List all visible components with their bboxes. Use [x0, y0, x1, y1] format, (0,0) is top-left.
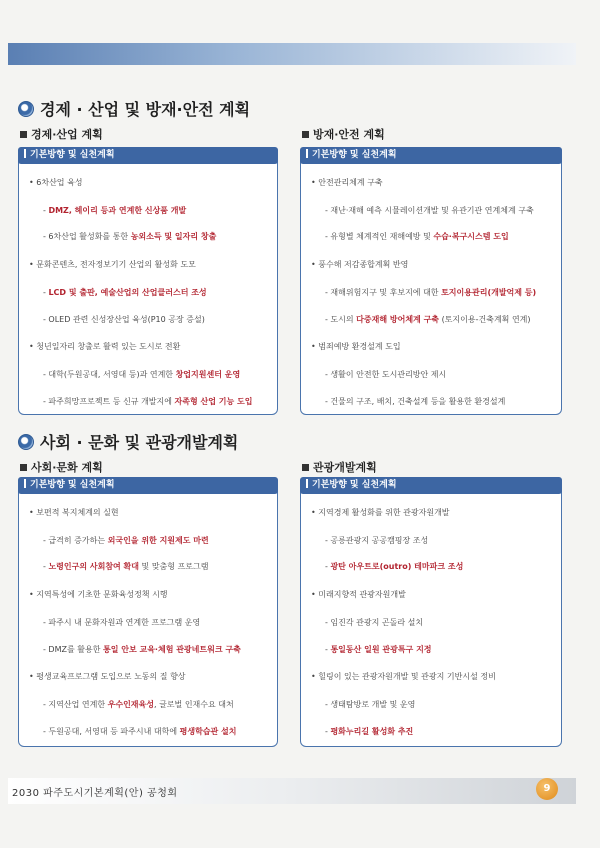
- item-text: - OLED 관련 신성장산업 육성(P10 공장 증설): [43, 315, 205, 324]
- item-text: • 지역경제 활성화를 위한 관광자원개발: [311, 508, 450, 517]
- highlight-text: 광탄 아우트로(outro) 테마파크 조성: [330, 562, 464, 571]
- box-header-text: 기본방향 및 실천계획: [30, 150, 115, 160]
- plan-box-safety: [300, 147, 562, 415]
- item-text: - 재해위험지구 및 후보지에 대한: [325, 288, 442, 297]
- square-bullet-icon: [20, 131, 27, 138]
- plan-box-tourism: [300, 477, 562, 747]
- item-text: • 청년일자리 창출로 활력 있는 도시로 전환: [29, 342, 181, 351]
- subtitle-culture: [20, 459, 103, 475]
- item-text: -: [325, 645, 331, 654]
- subtitle-tourism: [302, 459, 377, 475]
- square-bullet-icon: [20, 464, 27, 471]
- section-title-text: 경제 · 산업 및 방재·안전 계획: [40, 100, 251, 119]
- subtitle-text: 관광개발계획: [313, 461, 377, 474]
- box-header: [300, 477, 562, 494]
- item-text: - 도시의: [325, 315, 357, 324]
- plan-bullet-item: [29, 259, 196, 270]
- box-header-text: 기본방향 및 실천계획: [312, 480, 397, 490]
- plan-sub-item: [325, 561, 463, 572]
- plan-bullet-item: [29, 671, 186, 682]
- item-text: - DMZ를 활용한: [43, 645, 103, 654]
- plan-sub-item: [43, 205, 186, 216]
- item-text: - 지역산업 연계한: [43, 700, 108, 709]
- highlight-text: 토지이용관리(개발억제 등): [441, 288, 537, 297]
- plan-bullet-item: [311, 177, 383, 188]
- box-header: [300, 147, 562, 164]
- square-bullet-icon: [302, 464, 309, 471]
- plan-sub-item: [43, 396, 252, 407]
- item-text: - 급격히 증가하는: [43, 536, 108, 545]
- page-number: 9: [536, 778, 558, 800]
- highlight-text: 평화누리길 활성화 추진: [330, 727, 414, 736]
- plan-sub-item: [325, 205, 534, 216]
- highlight-text: 통일 안보 교육·체험 관광네트워크 구축: [102, 645, 241, 654]
- plan-sub-item: [43, 699, 234, 710]
- plan-sub-item: [43, 287, 207, 298]
- item-text: - 생태탐방로 개발 및 운영: [325, 700, 416, 709]
- plan-bullet-item: [311, 341, 401, 352]
- item-text: - 대학(두원공대, 서영대 등)과 연계한: [43, 370, 176, 379]
- item-text: -: [43, 206, 49, 215]
- section-bullet-icon: [18, 101, 34, 117]
- plan-bullet-item: [29, 341, 180, 352]
- plan-bullet-item: [311, 671, 496, 682]
- item-text: • 문화콘텐츠, 전자정보기기 산업의 활성화 도모: [29, 260, 196, 269]
- section-title-society: [18, 430, 238, 453]
- box-header: [18, 477, 278, 494]
- highlight-text: 통일동산 일원 관광특구 지정: [330, 645, 432, 654]
- item-text: - 생활이 안전한 도시관리방안 제시: [325, 370, 447, 379]
- item-text: -: [325, 727, 331, 736]
- plan-sub-item: [43, 726, 237, 737]
- plan-sub-item: [43, 617, 200, 628]
- item-text: • 미래지향적 관광자원개발: [311, 590, 406, 599]
- plan-bullet-item: [311, 259, 408, 270]
- item-text: • 풍수해 저감종합계획 반영: [311, 260, 409, 269]
- item-text: - 두원공대, 서영대 등 파주시내 대학에: [43, 727, 180, 736]
- subtitle-text: 방재·안전 계획: [313, 128, 385, 141]
- plan-sub-item: [43, 231, 216, 242]
- item-text: - 건물의 구조, 배치, 건축설계 등을 활용한 환경설계: [325, 397, 506, 406]
- item-text: • 힐링이 있는 관광자원개발 및 관광지 기반시설 정비: [311, 672, 496, 681]
- item-text: - 임진각 관광지 곤돌라 설치: [325, 618, 424, 627]
- section-title-economy: [18, 97, 250, 120]
- item-text: -: [325, 562, 331, 571]
- highlight-text: DMZ, 헤이리 등과 연계한 신상품 개발: [48, 206, 187, 215]
- item-text: , 글로벌 인재수요 대처: [154, 700, 234, 709]
- item-text: - 공릉관광지 공공캠핑장 조성: [325, 536, 429, 545]
- plan-sub-item: [325, 535, 428, 546]
- plan-box-economy: [18, 147, 278, 415]
- subtitle-text: 경제·산업 계획: [31, 128, 103, 141]
- plan-sub-item: [43, 369, 240, 380]
- plan-sub-item: [325, 699, 415, 710]
- highlight-text: 노령인구의 사회참여 확대: [48, 562, 140, 571]
- item-text: - 파주희망프로젝트 등 신규 개발지에: [43, 397, 175, 406]
- footer-title: 2030 파주도시기본계획(안) 공청회: [12, 788, 178, 799]
- item-text: -: [43, 288, 49, 297]
- highlight-text: 평생학습관 설치: [179, 727, 237, 736]
- square-bullet-icon: [302, 131, 309, 138]
- plan-sub-item: [325, 369, 446, 380]
- box-header-text: 기본방향 및 실천계획: [30, 480, 115, 490]
- plan-sub-item: [43, 535, 209, 546]
- highlight-text: 우수인재육성: [107, 700, 154, 709]
- highlight-text: LCD 및 출판, 예술산업의 산업클러스터 조성: [48, 288, 207, 297]
- subtitle-safety: [302, 126, 385, 142]
- plan-sub-item: [43, 314, 205, 325]
- item-text: • 안전관리체계 구축: [311, 178, 383, 187]
- item-text: • 평생교육프로그램 도입으로 노동의 질 향상: [29, 672, 186, 681]
- item-text: - 재난·재해 예측 시뮬레이션개발 및 유관기관 연계체계 구축: [325, 206, 534, 215]
- plan-sub-item: [325, 644, 432, 655]
- highlight-text: 농외소득 및 일자리 창출: [130, 232, 217, 241]
- plan-sub-item: [325, 314, 531, 325]
- box-header-text: 기본방향 및 실천계획: [312, 150, 397, 160]
- plan-bullet-item: [29, 177, 83, 188]
- highlight-text: 창업지원센터 운영: [175, 370, 241, 379]
- highlight-text: 수습·복구시스템 도입: [433, 232, 509, 241]
- item-text: - 6차산업 활성화를 통한: [43, 232, 131, 241]
- box-header: [18, 147, 278, 164]
- highlight-text: 자족형 산업 기능 도입: [174, 397, 253, 406]
- section-bullet-icon: [18, 434, 34, 450]
- section-title-text: 사회 · 문화 및 관광개발계획: [40, 433, 239, 452]
- item-text: 및 맞춤형 프로그램: [139, 562, 209, 571]
- plan-sub-item: [43, 561, 208, 572]
- header-banner: [8, 43, 576, 65]
- plan-sub-item: [325, 726, 413, 737]
- plan-sub-item: [325, 617, 423, 628]
- item-text: -: [43, 562, 49, 571]
- subtitle-economy: [20, 126, 103, 142]
- plan-sub-item: [325, 287, 536, 298]
- plan-bullet-item: [311, 589, 406, 600]
- plan-bullet-item: [29, 507, 119, 518]
- item-text: • 6차산업 육성: [29, 178, 83, 187]
- item-text: (토지이용-건축계획 연계): [439, 315, 531, 324]
- plan-bullet-item: [29, 589, 168, 600]
- highlight-text: 다중재해 방어체계 구축: [356, 315, 440, 324]
- plan-bullet-item: [311, 507, 450, 518]
- highlight-text: 외국인을 위한 지원제도 마련: [107, 536, 209, 545]
- subtitle-text: 사회·문화 계획: [31, 461, 103, 474]
- item-text: • 범죄예방 환경설계 도입: [311, 342, 401, 351]
- plan-sub-item: [325, 396, 505, 407]
- item-text: • 보편적 복지체계의 실현: [29, 508, 119, 517]
- plan-box-culture: [18, 477, 278, 747]
- plan-sub-item: [325, 231, 509, 242]
- item-text: - 유형별 체계적인 재해예방 및: [325, 232, 434, 241]
- item-text: - 파주시 내 문화자원과 연계한 프로그램 운영: [43, 618, 201, 627]
- item-text: • 지역특성에 기초한 문화육성정책 시행: [29, 590, 168, 599]
- plan-sub-item: [43, 644, 241, 655]
